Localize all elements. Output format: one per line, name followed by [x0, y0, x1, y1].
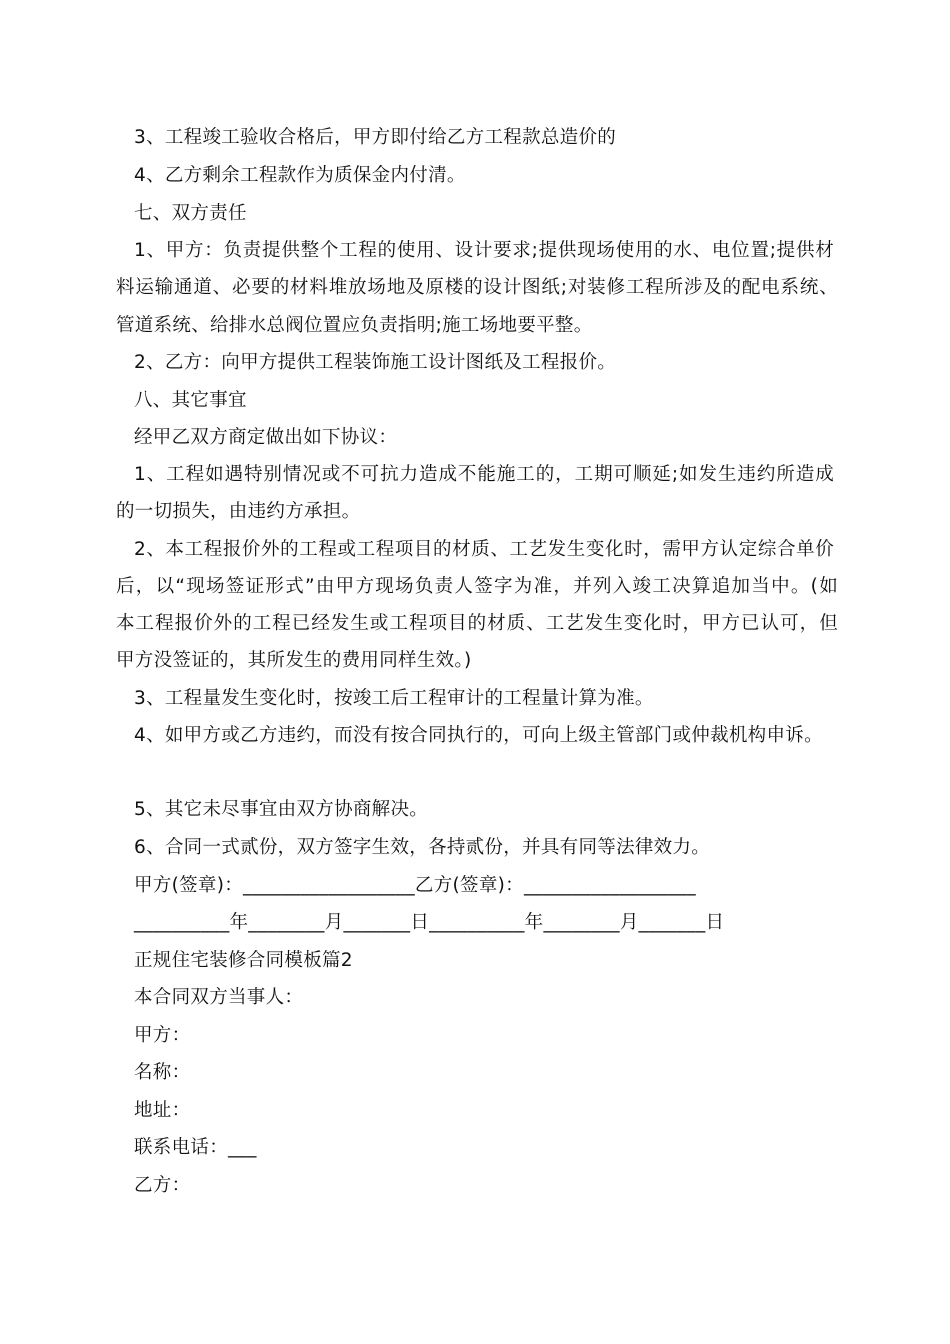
party-a-label: 甲方： — [134, 1025, 191, 1046]
payment-clause-4: 4、乙方剩余工程款作为质保金内付清。 — [134, 165, 466, 186]
other-clause-5: 5、其它未尽事宜由双方协商解决。 — [134, 799, 429, 820]
responsibility-party-a-line-2: 料运输通道、必要的材料堆放场地及原楼的设计图纸;对装修工程所涉及的配电系统、 — [116, 277, 838, 298]
date-line: __________年________月_______日__________年________月_______日 — [134, 912, 725, 933]
other-clause-2-line-4: 甲方没签证的，其所发生的费用同样生效。) — [116, 650, 472, 671]
parties-intro: 本合同双方当事人： — [134, 987, 304, 1008]
signature-line: 甲方(签章)：__________________乙方(签章)：__________________ — [134, 875, 696, 896]
other-clause-2-line-2: 后，以“现场签证形式”由甲方现场负责人签字为准，并列入竣工决算追加当中。(如 — [116, 576, 838, 597]
other-clause-6: 6、合同一式贰份，双方签字生效，各持贰份，并具有同等法律效力。 — [134, 837, 711, 858]
other-clause-4: 4、如甲方或乙方违约，而没有按合同执行的，可向上级主管部门或仲裁机构申诉。 — [134, 725, 823, 746]
section-heading-responsibilities: 七、双方责任 — [134, 203, 247, 224]
name-label: 名称： — [134, 1062, 191, 1083]
other-clause-1-line-2: 的一切损失，由违约方承担。 — [116, 501, 361, 522]
phone-label: 联系电话：___ — [134, 1137, 257, 1158]
other-clause-2-line-3: 本工程报价外的工程已经发生或工程项目的材质、工艺发生变化时，甲方已认可，但 — [116, 613, 838, 634]
payment-clause-3: 3、工程竣工验收合格后，甲方即付给乙方工程款总造价的 — [134, 127, 617, 148]
other-clause-3: 3、工程量发生变化时，按竣工后工程审计的工程量计算为准。 — [134, 688, 654, 709]
responsibility-party-b: 2、乙方：向甲方提供工程装饰施工设计图纸及工程报价。 — [134, 352, 617, 373]
other-clause-2-line-1: 2、本工程报价外的工程或工程项目的材质、工艺发生变化时，需甲方认定综合单价 — [134, 539, 834, 560]
section-heading-other-matters: 八、其它事宜 — [134, 390, 247, 411]
party-b-label: 乙方： — [134, 1175, 191, 1196]
responsibility-party-a-line-3: 管道系统、给排水总阀位置应负责指明;施工场地要平整。 — [116, 315, 593, 336]
contract-title-part-2: 正规住宅装修合同模板篇2 — [134, 950, 353, 971]
agreement-intro: 经甲乙双方商定做出如下协议： — [134, 427, 398, 448]
address-label: 地址： — [134, 1100, 191, 1121]
responsibility-party-a-line-1: 1、甲方：负责提供整个工程的使用、设计要求;提供现场使用的水、电位置;提供材 — [134, 240, 834, 261]
other-clause-1-line-1: 1、工程如遇特别情况或不可抗力造成不能施工的，工期可顺延;如发生违约所造成 — [134, 464, 834, 485]
